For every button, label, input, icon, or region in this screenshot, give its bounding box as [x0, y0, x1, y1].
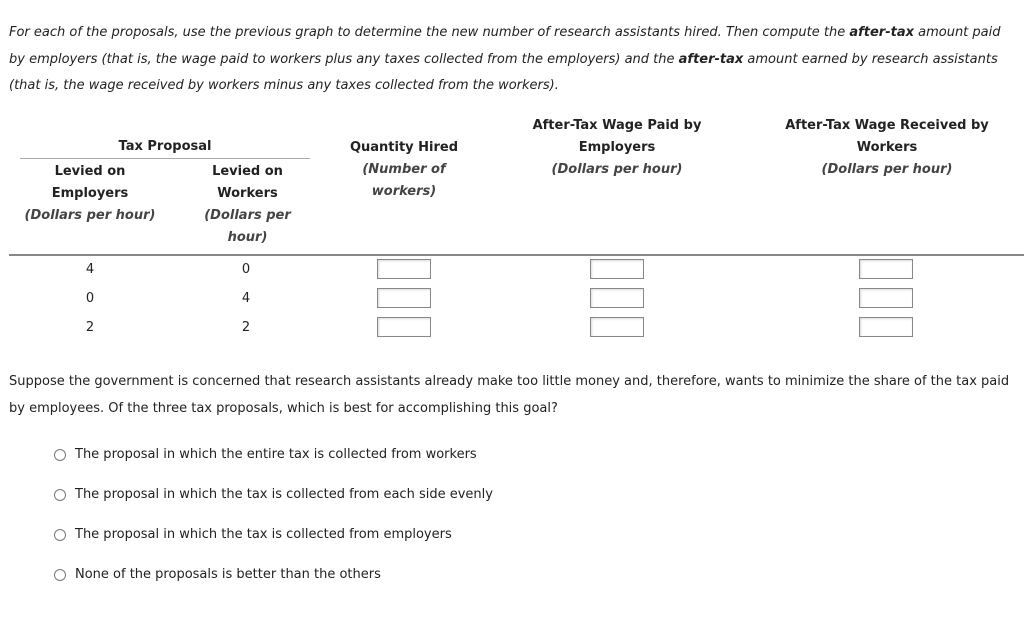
header-levied-on-employers [15, 161, 165, 227]
header-quantity-title: Quantity Hired [349, 140, 459, 155]
instructions-paragraph [9, 20, 1014, 100]
wage-paid-input[interactable] [590, 259, 644, 279]
header-employers-line2: Employers [51, 186, 129, 201]
radio-button[interactable] [54, 489, 66, 501]
header-workers-unit2: hour) [227, 230, 268, 245]
option-label: None of the proposals is better than the others [75, 567, 381, 582]
header-after-tax-received [762, 115, 1012, 181]
instructions-text-1: For each of the proposals, use the previous graph to determine the new number of research assistants hired. Then compute the [9, 25, 850, 40]
header-paid-title1: After-Tax Wage Paid by [532, 118, 702, 133]
header-employers-unit: (Dollars per hour) [24, 208, 156, 223]
option-employers[interactable] [54, 527, 452, 542]
table-header-rule [9, 254, 1024, 256]
header-received-unit: (Dollars per hour) [821, 162, 953, 177]
cell-employers-tax: 0 [85, 291, 95, 306]
header-received-title2: Workers [856, 140, 918, 155]
cell-workers-tax: 4 [241, 291, 251, 306]
wage-received-input[interactable] [859, 259, 913, 279]
radio-button[interactable] [54, 529, 66, 541]
wage-received-input[interactable] [859, 288, 913, 308]
option-workers[interactable] [54, 447, 477, 462]
quantity-hired-input[interactable] [377, 259, 431, 279]
header-received-title1: After-Tax Wage Received by [785, 118, 989, 133]
header-after-tax-paid [507, 115, 727, 181]
header-workers-line2: Workers [217, 186, 278, 201]
cell-employers-tax: 4 [85, 262, 95, 277]
header-paid-unit: (Dollars per hour) [551, 162, 683, 177]
option-label: The proposal in which the tax is collected from each side evenly [75, 487, 493, 502]
wage-received-input[interactable] [859, 317, 913, 337]
option-none[interactable] [54, 567, 381, 582]
header-quantity-unit2: workers) [371, 184, 437, 199]
tax-proposal-group-header: Tax Proposal [118, 139, 212, 154]
wage-paid-input[interactable] [590, 288, 644, 308]
quantity-hired-input[interactable] [377, 317, 431, 337]
cell-workers-tax: 2 [241, 320, 251, 335]
option-label: The proposal in which the tax is collected from employers [75, 527, 452, 542]
instructions-bold-1: after-tax [849, 25, 914, 40]
quantity-hired-input[interactable] [377, 288, 431, 308]
wage-paid-input[interactable] [590, 317, 644, 337]
group-header-rule [20, 158, 310, 159]
header-employers-line1: Levied on [54, 164, 126, 179]
header-levied-on-workers [185, 161, 310, 249]
radio-button[interactable] [54, 569, 66, 581]
header-workers-line1: Levied on [212, 164, 283, 179]
instructions-text-2: amount paid by employers (that is, the wage paid to workers plus any taxes collected from the employers) and the [9, 25, 1001, 67]
header-quantity-unit1: (Number of [362, 162, 446, 177]
cell-workers-tax: 0 [241, 262, 251, 277]
option-evenly[interactable] [54, 487, 493, 502]
question-text: Suppose the government is concerned that research assistants already make too little money and, therefore, wants to minimize the share of the tax paid by employees. Of the three tax proposals, which is best for accomplishing this goal? [9, 374, 1010, 416]
instructions-text-3: amount earned by research assistants (that is, the wage received by workers minus any taxes collected from the workers). [9, 51, 998, 93]
option-label: The proposal in which the entire tax is collected from workers [75, 447, 477, 462]
cell-employers-tax: 2 [85, 320, 95, 335]
radio-button[interactable] [54, 449, 66, 461]
header-paid-title2: Employers [578, 140, 656, 155]
header-workers-unit1: (Dollars per [204, 208, 291, 223]
instructions-bold-2: after-tax [678, 51, 744, 67]
header-quantity-hired [334, 137, 474, 203]
